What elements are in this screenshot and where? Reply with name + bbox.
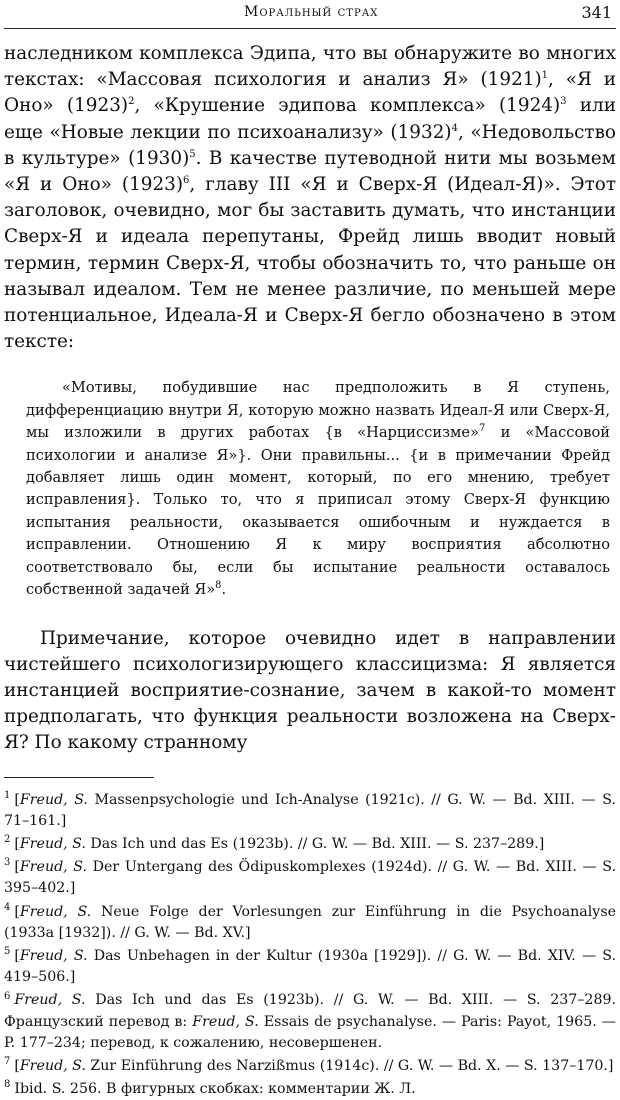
footnote-3	[4, 857, 616, 899]
footnote-text: Das Unbehagen in der Kultur (1930a [1929]). // G. W. — Bd. XIV. — S. 419–506.]	[4, 947, 617, 986]
footnote-ref-2[interactable]: 2	[128, 96, 135, 108]
footnote-text: [	[14, 859, 20, 876]
footnote-number: 6	[4, 990, 11, 1002]
footnote-number: 4	[4, 901, 11, 913]
footnote-author: Freud, S.	[19, 947, 88, 964]
running-title: Моральный страх	[244, 4, 379, 20]
footnote-6	[4, 990, 616, 1054]
footnote-author: Freud, S.	[192, 1013, 259, 1030]
footnote-number: 2	[4, 834, 11, 846]
footnote-ref-7[interactable]: 7	[478, 423, 486, 435]
footnote-number: 5	[4, 946, 11, 958]
main-text-continued	[4, 626, 616, 757]
footnote-text: [	[14, 1057, 20, 1074]
footnote-text: [	[14, 903, 20, 920]
quote-paragraph: «Мотивы, побудившие нас предположить в Я ступень, дифференциацию внутри Я, которую можно назвать Идеал-Я или Сверх-Я, мы изложили в других работах {в «Нарциссизме»$^7$ и «Массовой психологии и анализе Я»}. Они правильны... {и в примечании Фрейд добавляет лишь один момент, который, по его мнению, требует исправления}. Только то, что я приписал этому Сверх-Я функцию испытания реальности, оказывается ошибочным и нуждается в исправлении. Отношению Я к миру восприятия абсолютно соответствовало бы, если бы испытание реальности оставалось собственной задачей Я»$^8$.	[26, 379, 610, 599]
footnotes	[4, 790, 616, 1100]
footnote-ref-8[interactable]: 8	[215, 580, 222, 592]
footnote-author: Freud, S.	[19, 859, 88, 876]
footnote-text: [	[14, 947, 20, 964]
footnote-ref-3[interactable]: 3	[560, 96, 567, 108]
footnote-ref-4[interactable]: 4	[451, 122, 458, 134]
footnote-text: Das Ich und das Es (1923b). // G. W. — Bd. XIII. — S. 237–289. Французский перевод в:	[4, 992, 617, 1030]
footnote-number: 1	[4, 789, 11, 801]
block-quote	[26, 377, 610, 601]
footnote-ref-1[interactable]: 1	[541, 70, 549, 82]
running-head	[4, 0, 616, 29]
footnote-text: Essais de psychanalyse. — Paris: Payot, 1965. — P. 177–234; перевод, к сожалению, несовершенен.	[4, 1013, 616, 1051]
footnote-author: Freud, S.	[14, 992, 86, 1009]
footnote-text: Ibid. S. 256. В фигурных скобках: комментарии Ж. Л.	[14, 1081, 416, 1098]
footnote-5	[4, 946, 616, 988]
paragraph-1: наследником комплекса Эдипа, что вы обнаружите во многих текстах: «Массовая психология и анализ Я» $(1921)^1$, «Я и Оно» $(1923)^2$, «Крушение эдипова комплекса» $(1924)^3$ или еще «Новые лекции по психоанализу» $(1932)^4$, «Недовольство в культуре» $(1930)^5$. В качестве путеводной нити мы возьмем «Я и Оно» $(1923)^6$, главу III «Я и Сверх-Я (Идеал-Я)». Этот заголовок, очевидно, мог бы заставить думать, что инстанции Сверх-Я и идеала перепутаны, Фрейд лишь вводит новый термин, термин Сверх-Я, чтобы обозначить то, что раньше он называл идеалом. Тем не менее различие, по меньшей мере потенциальное, Идеала-Я и Сверх-Я бегло обозначено в этом тексте:	[4, 43, 617, 353]
footnote-1	[4, 790, 616, 832]
footnote-text: Massenpsychologie und Ich-Analyse (1921c). // G. W. — Bd. XIII. — S. 71–161.]	[4, 791, 616, 829]
footnote-number: 7	[4, 1056, 11, 1068]
footnote-ref-5[interactable]: 5	[189, 148, 196, 160]
footnote-number: 8	[4, 1079, 11, 1091]
footnote-author: Freud, S.	[19, 1057, 86, 1074]
footnote-ref-6[interactable]: 6	[183, 174, 190, 186]
footnote-number: 3	[4, 857, 11, 869]
footnote-text: Neue Folge der Vorlesungen zur Einführung in die Psychoanalyse (1933a [1932]). // G. W. — Bd. XV.]	[4, 903, 616, 941]
footnote-4	[4, 902, 616, 944]
footnote-author: Freud, S.	[19, 791, 88, 808]
footnote-text: [	[14, 791, 20, 808]
footnote-8	[4, 1079, 616, 1100]
footnote-text: Der Untergang des Ödipuskomplexes (1924d). // G. W. — Bd. XIII. — S. 395–402.]	[4, 859, 617, 897]
footnote-2	[4, 834, 616, 855]
main-text	[4, 41, 616, 355]
footnote-text: [	[14, 835, 20, 852]
footnote-author: Freud, S.	[19, 835, 86, 852]
page-number: 341	[581, 3, 612, 22]
footnote-rule	[4, 777, 154, 778]
footnote-text: Das Ich und das Es (1923b). // G. W. — Bd. XIII. — S. 237–289.]	[85, 835, 545, 852]
footnote-text: Zur Einführung des Narzißmus (1914c). // G. W. — Bd. X. — S. 137–170.]	[85, 1057, 614, 1074]
footnote-author: Freud, S.	[19, 903, 92, 920]
paragraph-2: Примечание, которое очевидно идет в направлении чистейшего психологизирующего классицизма: Я является инстанцией восприятие-сознание, зачем в какой-то момент предполагать, что функция реальности возложена на Сверх-Я? По какому странному	[4, 627, 616, 754]
